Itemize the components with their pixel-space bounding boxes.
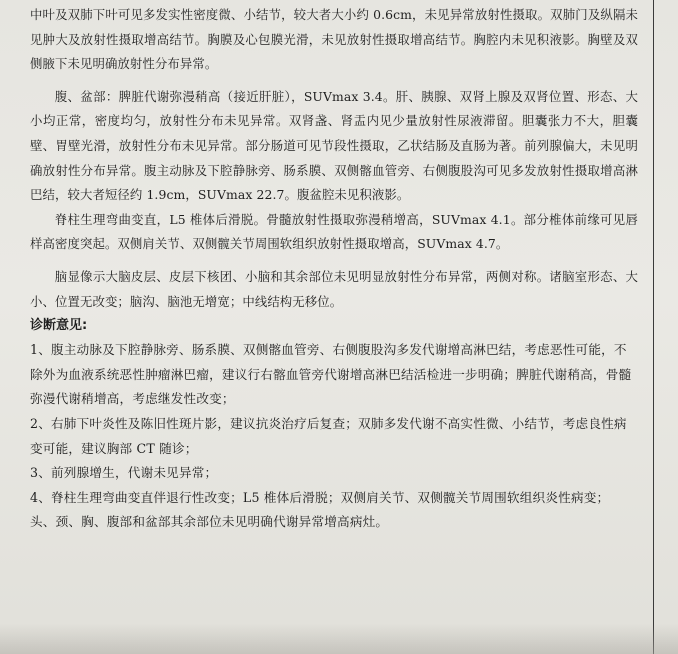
report-body <box>30 3 638 535</box>
diagnosis-item-4: 4、脊柱生理弯曲变直伴退行性改变；L5 椎体后滑脱；双侧肩关节、双侧髋关节周围软组织炎性病变； <box>30 489 610 505</box>
findings-spine: 脊柱生理弯曲变直，L5 椎体后滑脱。骨髓放射性摄取弥漫稍增高，SUVmax 4.1。部分椎体前缘可见唇样高密度突起。双侧肩关节、双侧髋关节周围软组织放射性摄取增高，SUVmax 4.7。 <box>30 211 638 252</box>
diagnosis-title: 诊断意见: <box>30 318 88 334</box>
diagnosis-item-3: 3、前列腺增生，代谢未见异常； <box>30 465 218 481</box>
findings-abdomen-pelvis: 腹、盆部：脾脏代谢弥漫稍高（接近肝脏），SUVmax 3.4。肝、胰腺、双肾上腺及双肾位置、形态、大小均正常，密度均匀，放射性分布未见异常。双肾盏、肾盂内见少量放射性尿液滞留。胆囊张力不大，胆囊壁、胃壁光滑，放射性分布未见异常。部分肠道可见节段性摄取，乙状结肠及直肠为著。前列腺偏大，未见明确放射性分布异常。腹主动脉及下腔静脉旁、肠系膜、双侧髂血管旁、右侧腹股沟可见多发放射性摄取增高淋巴结，较大者短径约 1.9cm，SUVmax 22.7。腹盆腔未见积液影。 <box>30 88 638 203</box>
diagnosis-item-1: 1、腹主动脉及下腔静脉旁、肠系膜、双侧髂血管旁、右侧腹股沟多发代谢增高淋巴结，考虑恶性可能，不除外为血液系统恶性肿瘤淋巴瘤，建议行右髂血管旁代谢增高淋巴结活检进一步明确；脾脏代谢稍高，骨髓弥漫代谢稍增高，考虑继发性改变； <box>30 342 632 407</box>
findings-brain: 脑显像示大脑皮层、皮层下核团、小脑和其余部位未见明显放射性分布异常，两侧对称。诸脑室形态、大小、位置无改变；脑沟、脑池无增宽；中线结构无移位。 <box>30 268 638 309</box>
diagnosis-summary: 头、颈、胸、腹部和盆部其余部位未见明确代谢异常增高病灶。 <box>30 514 389 530</box>
diagnosis-item-2: 2、右肺下叶炎性及陈旧性斑片影，建议抗炎治疗后复查；双肺多发代谢不高实性微、小结节，考虑良性病变可能，建议胸部 CT 随诊； <box>30 415 627 456</box>
page-border-line <box>653 0 654 654</box>
findings-chest: 中叶及双肺下叶可见多发实性密度微、小结节，较大者大小约 0.6cm，未见异常放射性摄取。双肺门及纵隔未见肿大及放射性摄取增高结节。胸膜及心包膜光滑，未见放射性摄取增高结节。胸腔内未见积液影。胸壁及双侧腋下未见明确放射性分布异常。 <box>30 7 638 72</box>
page-bottom-shadow <box>0 624 678 654</box>
